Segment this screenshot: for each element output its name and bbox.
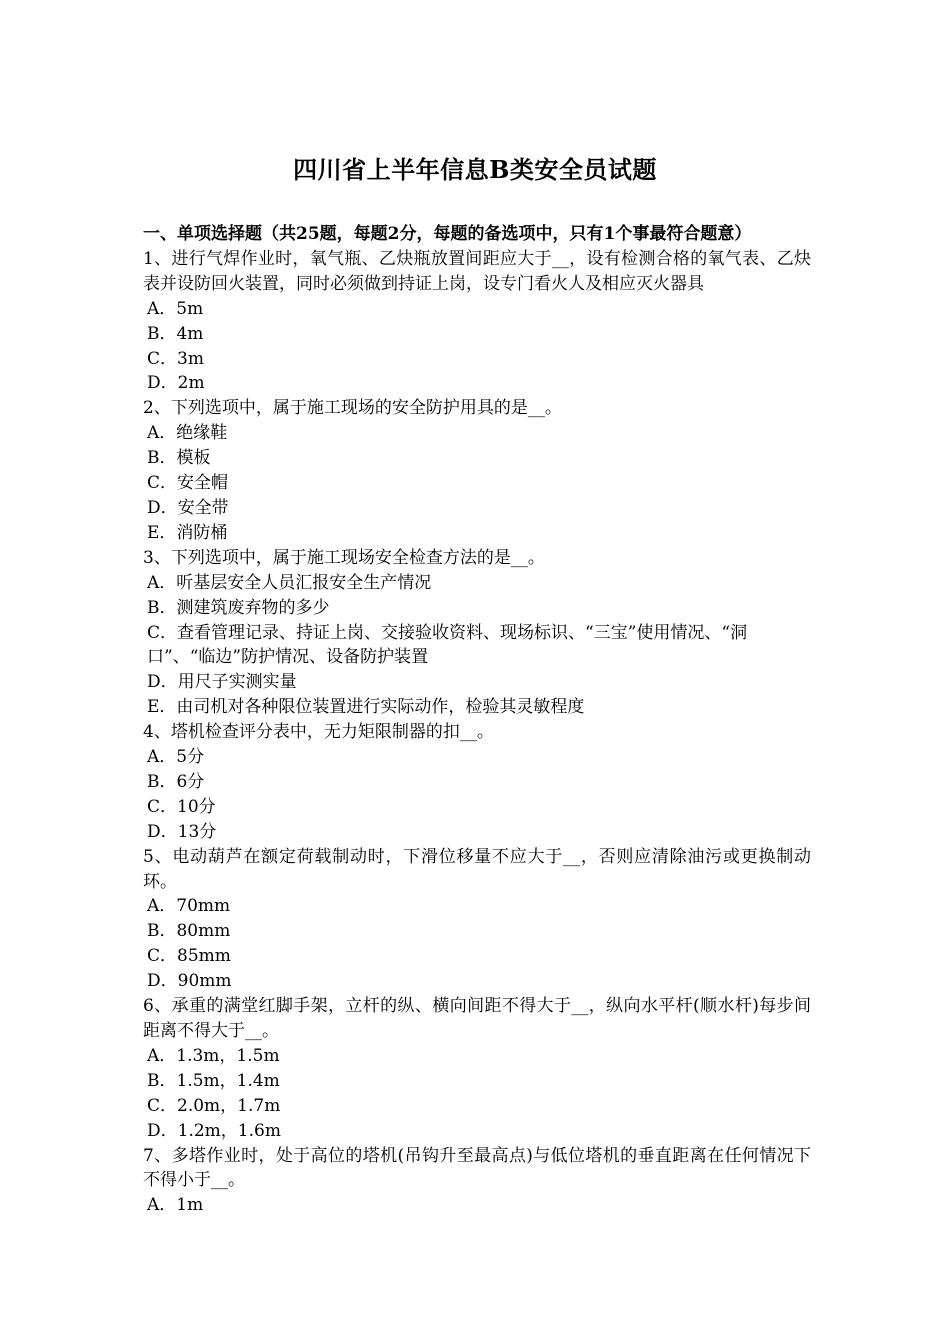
question-text: 2、下列选项中，属于施工现场的安全防护用具的是__。	[143, 398, 562, 419]
option-c: C．10分	[147, 796, 216, 817]
option-a: A．70mm	[147, 896, 231, 917]
option-a: A．5m	[147, 298, 204, 319]
option-c: C．查看管理记录、持证上岗、交接验收资料、现场标识、“三宝”使用情况、“洞口”、“临边”防护情况、设备防护装置	[147, 622, 748, 668]
section-heading: 一、单项选择题（共25题，每题2分，每题的备选项中，只有1个事最符合题意）	[143, 224, 752, 244]
question-text: 6、承重的满堂红脚手架，立杆的纵、横向间距不得大于__，纵向水平杆(顺水杆)每步间距离不得大于__。	[143, 996, 811, 1041]
document-title: 四川省上半年信息B类安全员试题	[293, 155, 657, 184]
option-d: D．13分	[147, 821, 217, 842]
question-1	[143, 247, 811, 396]
question-2	[143, 396, 811, 545]
option-b: B．1.5m，1.4m	[147, 1070, 280, 1091]
question-3	[143, 546, 811, 720]
question-text: 4、塔机检查评分表中，无力矩限制器的扣__。	[143, 722, 494, 743]
option-a: A．1.3m，1.5m	[147, 1045, 280, 1066]
option-c: C．3m	[147, 348, 204, 369]
option-b: B．4m	[147, 323, 204, 344]
option-c: C．85mm	[147, 946, 231, 967]
option-b: B．模板	[147, 448, 211, 469]
question-6	[143, 994, 811, 1143]
option-d: D．90mm	[147, 971, 232, 992]
document-body	[143, 222, 811, 1218]
option-d: D．1.2m，1.6m	[147, 1120, 281, 1141]
option-c: C．2.0m，1.7m	[147, 1095, 281, 1116]
option-b: B．80mm	[147, 921, 231, 942]
option-c: C．安全帽	[147, 473, 229, 494]
question-text: 7、多塔作业时，处于高位的塔机(吊钩升至最高点)与低位塔机的垂直距离在任何情况下不得小于__。	[143, 1145, 811, 1191]
option-e: E．由司机对各种限位装置进行实际动作，检验其灵敏程度	[147, 697, 585, 718]
option-d: D．用尺子实测实量	[147, 672, 297, 693]
option-d: D．2m	[147, 373, 205, 394]
question-text: 3、下列选项中，属于施工现场安全检查方法的是__。	[143, 547, 545, 568]
question-text: 1、进行气焊作业时，氧气瓶、乙炔瓶放置间距应大于__，设有检测合格的氧气表、乙炔表并设防回火装置，同时必须做到持证上岗，设专门看火人及相应灭火器具	[143, 248, 811, 294]
option-b: B．测建筑废弃物的多少	[147, 597, 330, 618]
option-a: A．听基层安全人员汇报安全生产情况	[147, 572, 432, 593]
question-4	[143, 720, 811, 845]
option-a: A．5分	[147, 747, 205, 768]
option-b: B．6分	[147, 771, 205, 792]
option-a: A．绝缘鞋	[147, 423, 228, 444]
question-7	[143, 1144, 811, 1219]
option-a: A．1m	[147, 1195, 204, 1216]
question-text: 5、电动葫芦在额定荷载制动时，下滑位移量不应大于__，否则应清除油污或更换制动环。	[143, 846, 811, 892]
option-d: D．安全带	[147, 497, 229, 518]
question-5	[143, 845, 811, 994]
option-e: E．消防桶	[147, 522, 228, 543]
